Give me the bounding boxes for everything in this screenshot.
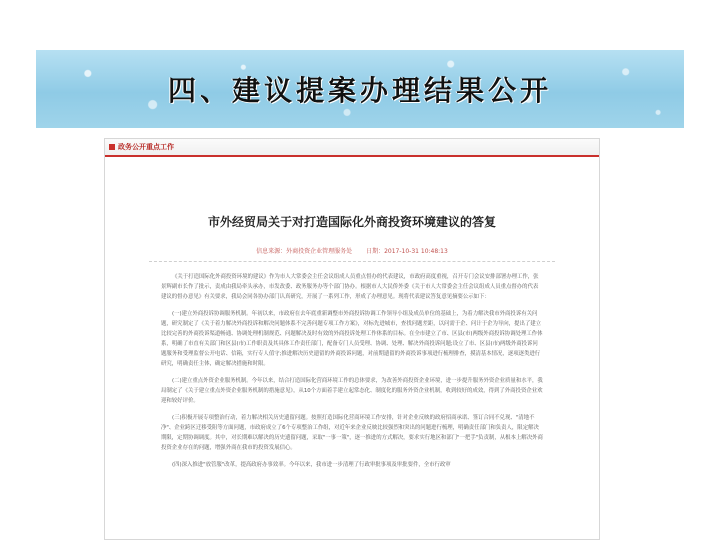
article-meta: [105, 246, 599, 255]
panel-header-label: 政务公开重点工作: [118, 143, 174, 151]
article-paragraph: (一)建立外商投诉协调服务机制。年初以来，市政府在去年底重新调整市外商投诉协调工作领导小组及成员单位的基础上，为着力解决我市外商投诉有关问题，研究制定了《关于着力解决外商投诉和解决问题体系不完善问题专项工作方案》，对标先进城市，查找问题差距，以问需于企、问计于企为导向，提出了建立比较完善的外商投诉渠道畅通、协调处理机制规范、问题解决及时有效的外商投诉处理工作体系的目标。在全市建立了市、区县(市)两级外商投诉协调处理工作体系，明确了市直有关部门和区县(市)工作职责及其具体工作责任部门，配备专门人员受理、协调、处理、解决外商投诉问题;设立了市、区县(市)两级外商投诉问题服务和受理监督公开电话、信箱，实行专人值守;推进解决历史遗留的外商投诉问题，对前期遗留的外商投诉事项进行梳理排查，摸清基本情况，逐项逐类进行研究，明确责任主体，确定解决措施和时限。: [161, 311, 543, 367]
meta-divider: [149, 261, 555, 262]
article-date: 日期：2017-10-31 10:48:13: [366, 248, 448, 255]
article-paragraph: 《关于打造国际化外商投资环境的建议》作为市人大常委会主任会议组成人员重点督办的代表建议，市政府高度重视，召开专门会议安排部署办理工作，张景辉副市长作了批示，责成由我局牵头承办，市发改委、政务服务办等个部门协办。根据市人大民侨外委《关于市人大常委会主任会议组成人员重点督办的代表建议的督办意见》有关要求，我局会同各协办部门认真研究，开展了一系列工作，形成了办理意见。现将代表建议答复意见摘要公示如下：: [161, 274, 539, 300]
title-banner: [36, 50, 684, 128]
slide-title: 四、建议提案办理结果公开: [167, 74, 552, 107]
article-title: 市外经贸局关于对打造国际化外商投资环境建议的答复: [207, 215, 496, 229]
panel-header: [105, 139, 599, 157]
webpage-screenshot: [104, 138, 600, 540]
header-marker-icon: [109, 144, 115, 150]
article-source: 信息来源：外商投资企业管理服务处: [256, 248, 353, 255]
article-paragraph: (四)深入推进"放管服"改革，提高政府办事效率。今年以来，我市进一步清理了行政审批事项及审批要件，全市行政审: [172, 462, 451, 468]
article-paragraph: (二)建立重点外资企业服务机制。今年以来，结合打造国际化营商环境工作的总体要求，为改善外商投资企业环境，进一步提升服务外资企业质量和水平，我局制定了《关于建立重点外资企业服务机制的措施意见》，从10个方面着手建立起常态化、制度化的服务外资企业机制，收到较好的成效，得到了外商投资企业欢迎和较好评价。: [161, 378, 543, 404]
article-paragraph: (三)积极开展专项整治行动，着力解决相关历史遗留问题。按照打造国际化营商环境工作安排，针对企业反映的政府招商承诺、签订合同不兑现、"清地不净"、企业跨区迁移受阻等方面问题，市政府成立了6个专项整治工作组，对近年来企业反映比较强烈和突出的问题进行梳理，明确责任部门和负责人，限定解决期限，定期协调调度。其中，对长期难以解决的历史遗留问题，采取"一事一策"，逐一推进的方式解决，要求实行地区和部门"一把手"负责制，从根本上解决外商投资企业存在的问题，增强外商在我市的投资发展信心。: [161, 415, 543, 451]
